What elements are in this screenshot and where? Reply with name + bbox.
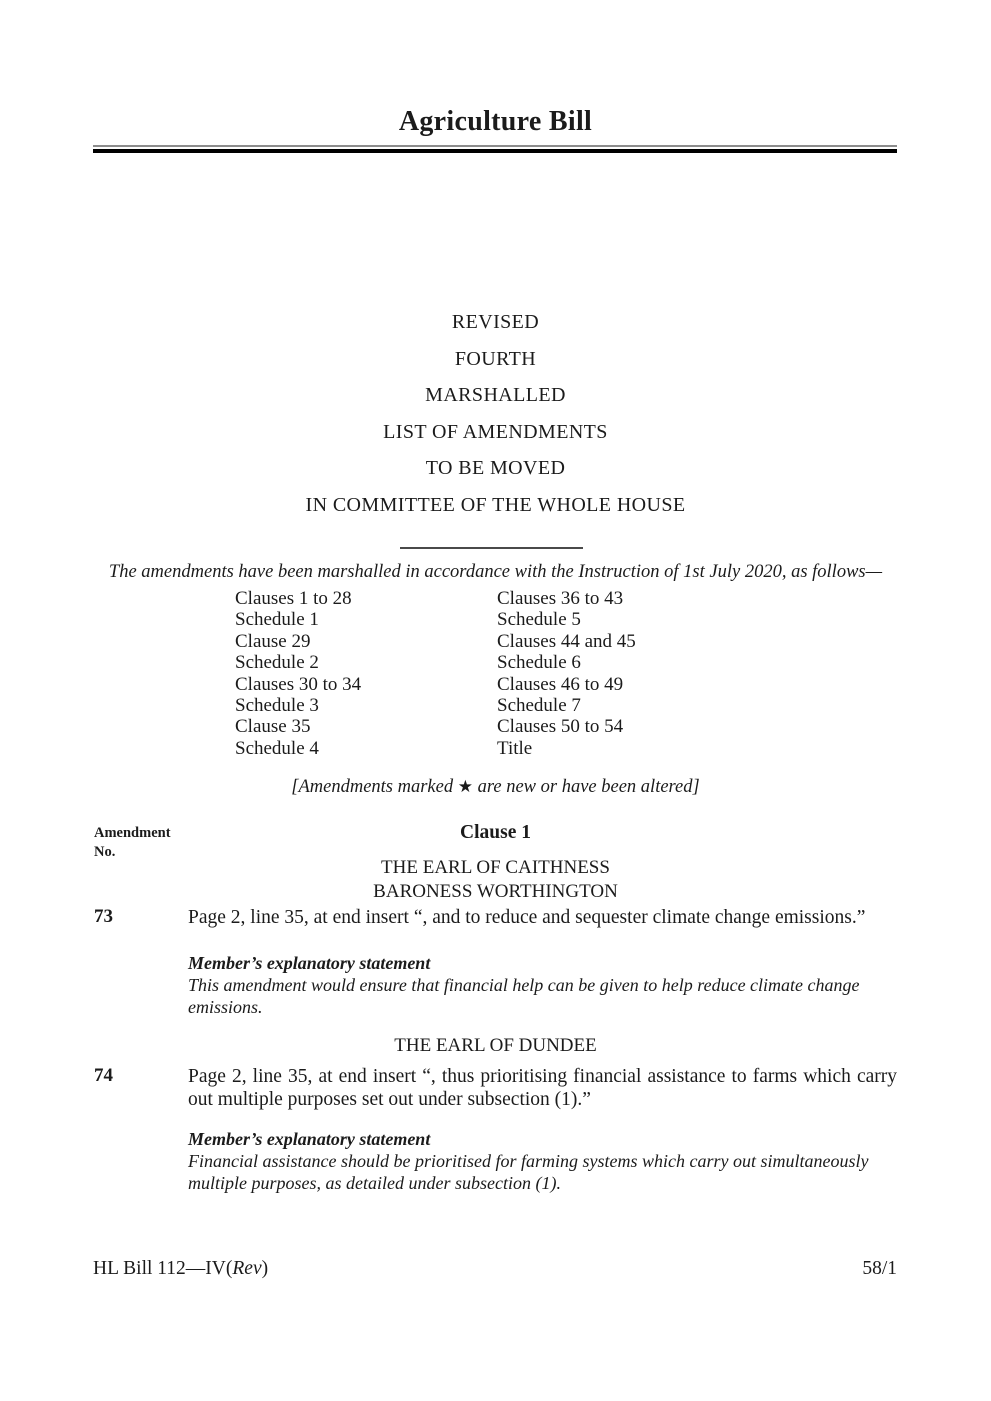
- amendment-number: 73: [94, 906, 113, 927]
- amendment-text: Page 2, line 35, at end insert “, and to reduce and sequester climate change emissions.”: [188, 907, 866, 928]
- amendment-text: Page 2, line 35, at end insert “, thus prioritising financial assistance to farms which carry out multiple purposes set out under subsection (1).”: [188, 1066, 897, 1110]
- explanatory-statement: [188, 952, 900, 1018]
- marshalling-item: Clauses 30 to 34: [235, 673, 362, 695]
- title-double-rule: [93, 145, 897, 153]
- marshalling-item: Schedule 2: [235, 652, 319, 674]
- amendment-number: 74: [94, 1065, 113, 1086]
- section-divider-rule: [400, 547, 583, 549]
- marshalling-item: Clauses 46 to 49: [497, 673, 624, 695]
- marshalling-item: Schedule 5: [497, 609, 581, 631]
- explanatory-statement: [188, 1128, 900, 1194]
- marshalling-item: Title: [497, 737, 533, 759]
- marshalling-item: Clause 29: [235, 630, 311, 652]
- amendment-label-line2: No.: [94, 844, 116, 860]
- document-headings: [0, 304, 991, 523]
- amendment-label-line1: Amendment: [94, 825, 171, 841]
- marshalling-item: Clauses 50 to 54: [497, 716, 624, 738]
- heading-to-be-moved: TO BE MOVED: [425, 457, 566, 479]
- marshalling-item: Clauses 36 to 43: [497, 588, 624, 609]
- explanatory-statement-label: Member’s explanatory statement: [188, 1129, 431, 1149]
- heading-list-of-amendments: LIST OF AMENDMENTS: [383, 420, 608, 443]
- heading-committee: IN COMMITTEE OF THE WHOLE HOUSE: [305, 493, 686, 516]
- explanatory-statement-text: Financial assistance should be prioritised for farming systems which carry out simultaneously multiple purposes, as detailed under subsection (1).: [188, 1151, 869, 1193]
- marshalling-item: Schedule 6: [497, 652, 581, 674]
- clause-1-heading: Clause 1: [460, 822, 531, 843]
- page-footer: [93, 1258, 897, 1280]
- marshalling-note: The amendments have been marshalled in accordance with the Instruction of 1st July 2020, as follows—: [108, 562, 883, 582]
- sponsor-name: THE EARL OF DUNDEE: [394, 1035, 597, 1056]
- marshalling-item: Clause 35: [235, 716, 311, 738]
- star-legend: [0, 777, 991, 798]
- footer-rev-marker: Rev: [232, 1258, 262, 1279]
- clause-1-sponsors: [0, 856, 991, 903]
- heading-marshalled: MARSHALLED: [425, 384, 566, 406]
- marshalling-item: Schedule 1: [235, 609, 319, 631]
- footer-bill-reference: HL Bill 112—IV(Rev): [93, 1258, 269, 1279]
- heading-fourth: FOURTH: [454, 347, 537, 370]
- star-legend-prefix: [Amendments marked: [291, 777, 458, 797]
- footer-page-reference: 58/1: [862, 1258, 897, 1279]
- marshalling-column-left: [235, 588, 361, 759]
- marshalling-item: Clauses 44 and 45: [497, 630, 636, 652]
- marshalling-item: Schedule 7: [497, 695, 581, 717]
- marshalling-item: Schedule 4: [235, 737, 319, 759]
- marshalling-item: Clauses 1 to 28: [235, 588, 352, 609]
- star-icon: ★: [457, 777, 473, 796]
- sponsor-name: BARONESS WORTHINGTON: [373, 880, 618, 902]
- bill-title: Agriculture Bill: [398, 106, 593, 137]
- explanatory-statement-label: Member’s explanatory statement: [188, 953, 431, 973]
- sponsor-name: THE EARL OF CAITHNESS: [381, 857, 610, 878]
- explanatory-statement-text: This amendment would ensure that financial help can be given to help reduce climate change emissions.: [188, 975, 860, 1017]
- star-legend-suffix: are new or have been altered]: [472, 777, 700, 797]
- title-rule-thick: [93, 149, 897, 153]
- marshalling-item: Schedule 3: [235, 695, 319, 717]
- marshalling-column-right: [497, 588, 636, 759]
- heading-revised: REVISED: [451, 311, 540, 333]
